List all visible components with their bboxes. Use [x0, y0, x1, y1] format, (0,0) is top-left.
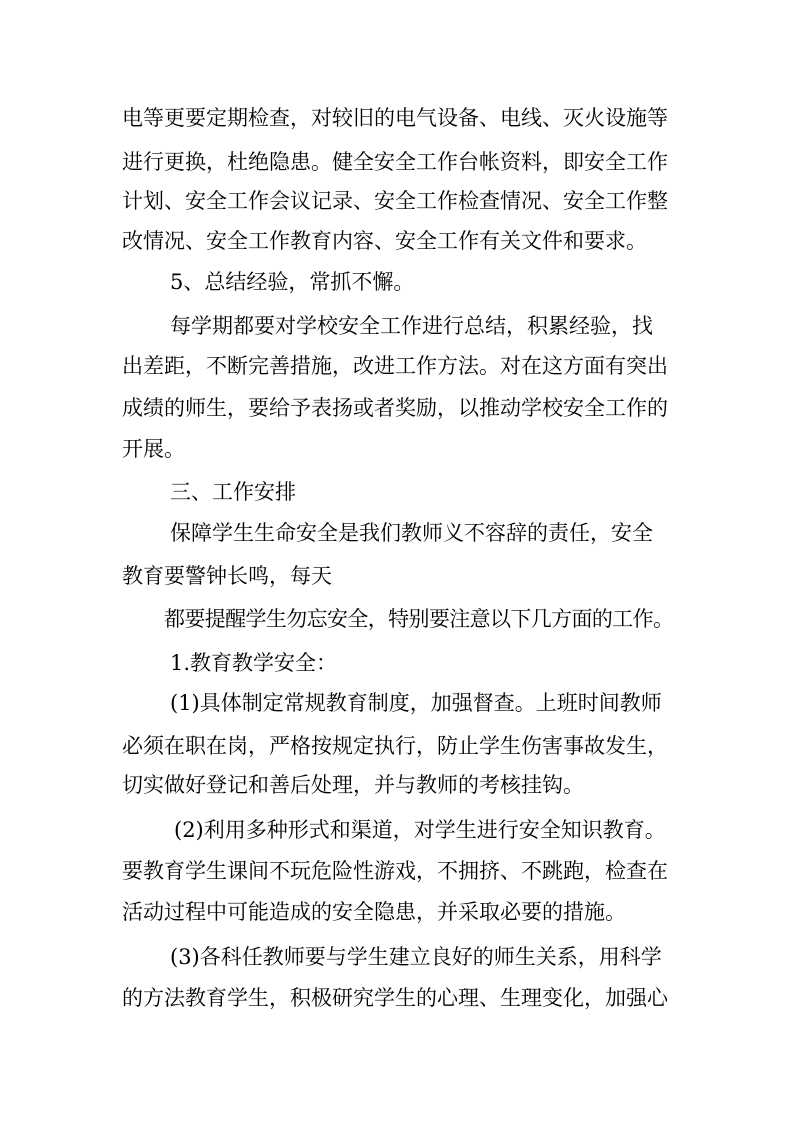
text-line: 成绩的师生，要给予表扬或者奖励，以推动学校安全工作的 [122, 396, 668, 420]
section-heading: 5、总结经验，常抓不懈。 [170, 270, 415, 294]
text-line: 改情况、安全工作教育内容、安全工作有关文件和要求。 [122, 229, 647, 253]
text-line: 教育要警钟长鸣，每天 [122, 564, 332, 588]
text-line: 电等更要定期检查，对较旧的电气设备、电线、灭火设施等 [122, 106, 668, 130]
text-line: (1)具体制定常规教育制度，加强督查。上班时间教师 [170, 691, 662, 715]
text-line: 进行更换，杜绝隐患。健全安全工作台帐资料，即安全工作 [122, 150, 668, 174]
text-line: 都要提醒学生勿忘安全，特别要注意以下几方面的工作。 [164, 607, 674, 631]
text-line: 必须在职在岗，严格按规定执行，防止学生伤害事故发生， [122, 734, 668, 758]
text-line: 开展。 [122, 437, 185, 461]
text-line: 保障学生生命安全是我们教师义不容辞的责任，安全 [170, 521, 653, 545]
text-line: (2)利用多种形式和渠道，对学生进行安全知识教育。 [174, 818, 666, 842]
text-line: (3)各科任教师要与学生建立良好的师生关系，用科学 [170, 945, 662, 969]
text-line: 要教育学生课间不玩危险性游戏，不拥挤、不跳跑，检查在 [122, 859, 668, 883]
text-line: 活动过程中可能造成的安全隐患，并采取必要的措施。 [122, 900, 626, 924]
text-line: 出差距，不断完善措施，改进工作方法。对在这方面有突出 [122, 354, 668, 378]
text-line: 的方法教育学生，积极研究学生的心理、生理变化，加强心 [122, 986, 668, 1010]
text-line: 计划、安全工作会议记录、安全工作检查情况、安全工作整 [122, 189, 668, 213]
text-line: 每学期都要对学校安全工作进行总结，积累经验，找 [170, 314, 653, 338]
section-heading: 三、工作安排 [170, 480, 296, 504]
text-line: 切实做好登记和善后处理，并与教师的考核挂钩。 [122, 773, 584, 797]
subsection-heading: 1.教育教学安全： [170, 651, 338, 675]
